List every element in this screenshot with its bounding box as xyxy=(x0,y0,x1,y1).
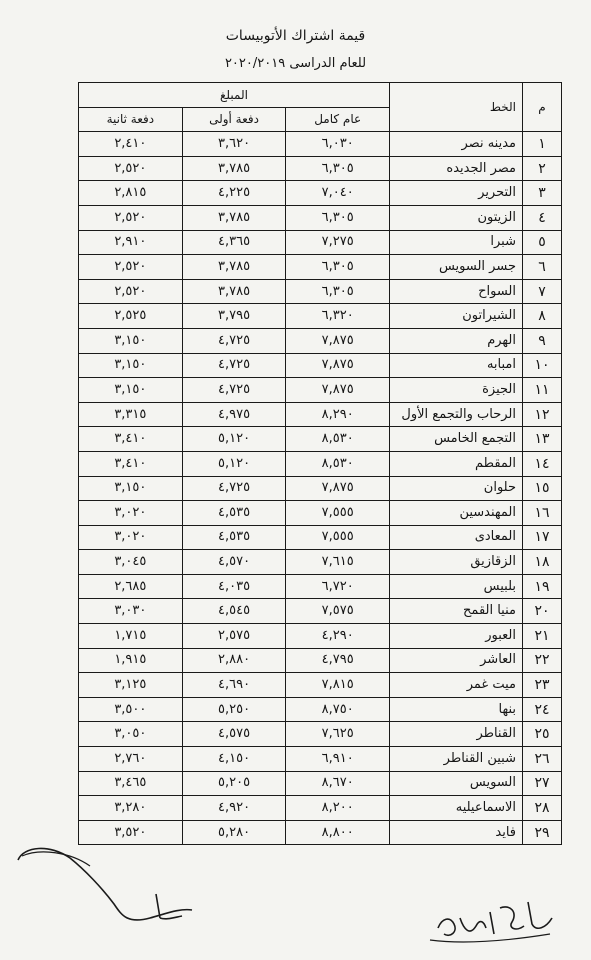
table-row xyxy=(79,673,562,698)
row-number: ١٢ xyxy=(523,402,562,427)
full-year-header: عام كامل xyxy=(286,107,390,132)
table-row xyxy=(79,525,562,550)
table-row xyxy=(79,747,562,772)
full-year-amount: ٨,٢٠٠ xyxy=(286,796,390,821)
row-number: ١٥ xyxy=(523,476,562,501)
full-year-amount: ٧,٨١٥ xyxy=(286,673,390,698)
first-installment-header: دفعة أولى xyxy=(182,107,286,132)
second-installment-amount: ١,٧١٥ xyxy=(79,624,183,649)
table-row xyxy=(79,476,562,501)
table-row xyxy=(79,378,562,403)
table-row xyxy=(79,771,562,796)
full-year-amount: ٨,٦٧٠ xyxy=(286,771,390,796)
row-number: ٢١ xyxy=(523,624,562,649)
full-year-amount: ٨,٥٣٠ xyxy=(286,427,390,452)
line-name: جسر السويس xyxy=(390,255,523,280)
row-number: ١٠ xyxy=(523,353,562,378)
first-installment-amount: ٣,٧٩٥ xyxy=(182,304,286,329)
full-year-amount: ٧,٨٧٥ xyxy=(286,353,390,378)
first-installment-amount: ٤,٣٦٥ xyxy=(182,230,286,255)
second-installment-amount: ٢,٥٢٥ xyxy=(79,304,183,329)
first-installment-amount: ٣,٧٨٥ xyxy=(182,255,286,280)
line-name: الشيراتون xyxy=(390,304,523,329)
line-name: مصر الجديده xyxy=(390,156,523,181)
full-year-amount: ٧,٨٧٥ xyxy=(286,476,390,501)
first-installment-amount: ٤,٠٣٥ xyxy=(182,574,286,599)
row-number: ٢ xyxy=(523,156,562,181)
row-number: ١٨ xyxy=(523,550,562,575)
line-name: فايد xyxy=(390,820,523,845)
row-number: ٦ xyxy=(523,255,562,280)
second-installment-amount: ٣,٠٢٠ xyxy=(79,501,183,526)
first-installment-amount: ٤,٥٧٥ xyxy=(182,722,286,747)
table-row xyxy=(79,402,562,427)
row-number: ١٤ xyxy=(523,451,562,476)
signature-right xyxy=(420,888,570,954)
header-row xyxy=(79,83,562,108)
bus-fees-table xyxy=(78,82,562,845)
table-row xyxy=(79,820,562,845)
full-year-amount: ٦,٣٢٠ xyxy=(286,304,390,329)
first-installment-amount: ٤,٦٩٠ xyxy=(182,673,286,698)
row-number: ٢٩ xyxy=(523,820,562,845)
line-name: بلبيس xyxy=(390,574,523,599)
first-installment-amount: ٢,٥٧٥ xyxy=(182,624,286,649)
line-header: الخط xyxy=(390,83,523,132)
row-number: ١٦ xyxy=(523,501,562,526)
table-row xyxy=(79,255,562,280)
full-year-amount: ٧,٢٧٥ xyxy=(286,230,390,255)
second-installment-amount: ٢,٥٢٠ xyxy=(79,156,183,181)
first-installment-amount: ٥,٢٨٠ xyxy=(182,820,286,845)
table-row xyxy=(79,648,562,673)
row-number: ١٩ xyxy=(523,574,562,599)
amount-header: المبلغ xyxy=(79,83,390,108)
table-row xyxy=(79,427,562,452)
number-header: م xyxy=(523,83,562,132)
line-name: العاشر xyxy=(390,648,523,673)
table-row xyxy=(79,574,562,599)
first-installment-amount: ٢,٨٨٠ xyxy=(182,648,286,673)
line-name: السواح xyxy=(390,279,523,304)
second-installment-amount: ٣,١٥٠ xyxy=(79,476,183,501)
first-installment-amount: ٤,١٥٠ xyxy=(182,747,286,772)
table-row xyxy=(79,279,562,304)
table-row xyxy=(79,230,562,255)
first-installment-amount: ٤,٥٣٥ xyxy=(182,525,286,550)
second-installment-amount: ٢,٧٦٠ xyxy=(79,747,183,772)
document-title: قيمة اشتراك الأتوبيسات xyxy=(225,28,366,44)
row-number: ٢٣ xyxy=(523,673,562,698)
full-year-amount: ٦,٣٠٥ xyxy=(286,156,390,181)
second-installment-amount: ٣,٠٢٠ xyxy=(79,525,183,550)
row-number: ٢٢ xyxy=(523,648,562,673)
line-name: السويس xyxy=(390,771,523,796)
table-row xyxy=(79,550,562,575)
first-installment-amount: ٥,٢٠٥ xyxy=(182,771,286,796)
row-number: ٤ xyxy=(523,205,562,230)
line-name: حلوان xyxy=(390,476,523,501)
full-year-amount: ٨,٧٥٠ xyxy=(286,697,390,722)
second-installment-amount: ٢,٩١٠ xyxy=(79,230,183,255)
line-name: ميت غمر xyxy=(390,673,523,698)
row-number: ٣ xyxy=(523,181,562,206)
document-subtitle: للعام الدراسى ٢٠٢٠/٢٠١٩ xyxy=(224,56,367,71)
signature-left xyxy=(10,838,210,938)
table-row xyxy=(79,722,562,747)
line-name: المعادى xyxy=(390,525,523,550)
line-name: التجمع الخامس xyxy=(390,427,523,452)
line-name: مدينه نصر xyxy=(390,132,523,157)
second-installment-header: دفعة ثانية xyxy=(79,107,183,132)
full-year-amount: ٦,٣٠٥ xyxy=(286,255,390,280)
row-number: ١٣ xyxy=(523,427,562,452)
second-installment-amount: ١,٩١٥ xyxy=(79,648,183,673)
second-installment-amount: ٣,٣١٥ xyxy=(79,402,183,427)
full-year-amount: ٦,٣٠٥ xyxy=(286,205,390,230)
full-year-amount: ٦,٩١٠ xyxy=(286,747,390,772)
second-installment-amount: ٣,٠٤٥ xyxy=(79,550,183,575)
first-installment-amount: ٣,٧٨٥ xyxy=(182,205,286,230)
full-year-amount: ٤,٧٩٥ xyxy=(286,648,390,673)
second-installment-amount: ٣,٠٣٠ xyxy=(79,599,183,624)
second-installment-amount: ٣,٤١٠ xyxy=(79,427,183,452)
row-number: ٧ xyxy=(523,279,562,304)
full-year-amount: ٧,٦٢٥ xyxy=(286,722,390,747)
row-number: ٢٤ xyxy=(523,697,562,722)
row-number: ٢٦ xyxy=(523,747,562,772)
second-installment-amount: ٣,٥٢٠ xyxy=(79,820,183,845)
table-row xyxy=(79,624,562,649)
first-installment-amount: ٣,٧٨٥ xyxy=(182,279,286,304)
full-year-amount: ٧,٥٥٥ xyxy=(286,501,390,526)
first-installment-amount: ٤,٥٤٥ xyxy=(182,599,286,624)
second-installment-amount: ٣,١٥٠ xyxy=(79,353,183,378)
first-installment-amount: ٥,٢٥٠ xyxy=(182,697,286,722)
row-number: ١٧ xyxy=(523,525,562,550)
row-number: ٢٧ xyxy=(523,771,562,796)
row-number: ٢٠ xyxy=(523,599,562,624)
line-name: بنها xyxy=(390,697,523,722)
line-name: المقطم xyxy=(390,451,523,476)
line-name: منيا القمح xyxy=(390,599,523,624)
full-year-amount: ٨,٢٩٠ xyxy=(286,402,390,427)
line-name: المهندسين xyxy=(390,501,523,526)
row-number: ١ xyxy=(523,132,562,157)
second-installment-amount: ٣,٤١٠ xyxy=(79,451,183,476)
second-installment-amount: ٢,٥٢٠ xyxy=(79,205,183,230)
line-name: القناطر xyxy=(390,722,523,747)
first-installment-amount: ٤,٥٣٥ xyxy=(182,501,286,526)
full-year-amount: ٧,٨٧٥ xyxy=(286,328,390,353)
first-installment-amount: ٤,٥٧٠ xyxy=(182,550,286,575)
first-installment-amount: ٥,١٢٠ xyxy=(182,427,286,452)
first-installment-amount: ٤,٧٢٥ xyxy=(182,328,286,353)
full-year-amount: ٧,٠٤٠ xyxy=(286,181,390,206)
second-installment-amount: ٣,١٥٠ xyxy=(79,328,183,353)
table-row xyxy=(79,451,562,476)
second-installment-amount: ٢,٦٨٥ xyxy=(79,574,183,599)
second-installment-amount: ٢,٥٢٠ xyxy=(79,255,183,280)
second-installment-amount: ٣,١٥٠ xyxy=(79,378,183,403)
first-installment-amount: ٤,٧٢٥ xyxy=(182,353,286,378)
line-name: الرحاب والتجمع الأول xyxy=(390,402,523,427)
table-row xyxy=(79,697,562,722)
full-year-amount: ٧,٨٧٥ xyxy=(286,378,390,403)
table-row xyxy=(79,353,562,378)
row-number: ٨ xyxy=(523,304,562,329)
second-installment-amount: ٣,٥٠٠ xyxy=(79,697,183,722)
second-installment-amount: ٣,٤٦٥ xyxy=(79,771,183,796)
line-name: شبين القناطر xyxy=(390,747,523,772)
line-name: امبابه xyxy=(390,353,523,378)
row-number: ٢٨ xyxy=(523,796,562,821)
row-number: ٥ xyxy=(523,230,562,255)
first-installment-amount: ٥,١٢٠ xyxy=(182,451,286,476)
first-installment-amount: ٣,٦٢٠ xyxy=(182,132,286,157)
second-installment-amount: ٣,١٢٥ xyxy=(79,673,183,698)
table-row xyxy=(79,156,562,181)
row-number: ٢٥ xyxy=(523,722,562,747)
second-installment-amount: ٢,٨١٥ xyxy=(79,181,183,206)
table-row xyxy=(79,205,562,230)
line-name: الجيزة xyxy=(390,378,523,403)
full-year-amount: ٧,٦١٥ xyxy=(286,550,390,575)
line-name: شبرا xyxy=(390,230,523,255)
row-number: ١١ xyxy=(523,378,562,403)
first-installment-amount: ٣,٧٨٥ xyxy=(182,156,286,181)
full-year-amount: ٦,٧٢٠ xyxy=(286,574,390,599)
first-installment-amount: ٤,٧٢٥ xyxy=(182,476,286,501)
first-installment-amount: ٤,٧٢٥ xyxy=(182,378,286,403)
line-name: التحرير xyxy=(390,181,523,206)
table-row xyxy=(79,796,562,821)
first-installment-amount: ٤,٢٢٥ xyxy=(182,181,286,206)
first-installment-amount: ٤,٩٢٠ xyxy=(182,796,286,821)
line-name: الزقازيق xyxy=(390,550,523,575)
line-name: الهرم xyxy=(390,328,523,353)
full-year-amount: ٧,٥٥٥ xyxy=(286,525,390,550)
second-installment-amount: ٢,٤١٠ xyxy=(79,132,183,157)
first-installment-amount: ٤,٩٧٥ xyxy=(182,402,286,427)
table-row xyxy=(79,304,562,329)
table-row xyxy=(79,501,562,526)
row-number: ٩ xyxy=(523,328,562,353)
full-year-amount: ٦,٠٣٠ xyxy=(286,132,390,157)
full-year-amount: ٨,٨٠٠ xyxy=(286,820,390,845)
second-installment-amount: ٢,٥٢٠ xyxy=(79,279,183,304)
full-year-amount: ٦,٣٠٥ xyxy=(286,279,390,304)
line-name: الاسماعيليه xyxy=(390,796,523,821)
table-row xyxy=(79,599,562,624)
full-year-amount: ٤,٢٩٠ xyxy=(286,624,390,649)
second-installment-amount: ٣,٢٨٠ xyxy=(79,796,183,821)
line-name: الزيتون xyxy=(390,205,523,230)
second-installment-amount: ٣,٠٥٠ xyxy=(79,722,183,747)
full-year-amount: ٧,٥٧٥ xyxy=(286,599,390,624)
table-row xyxy=(79,181,562,206)
line-name: العبور xyxy=(390,624,523,649)
table-row xyxy=(79,328,562,353)
full-year-amount: ٨,٥٣٠ xyxy=(286,451,390,476)
table-row xyxy=(79,132,562,157)
